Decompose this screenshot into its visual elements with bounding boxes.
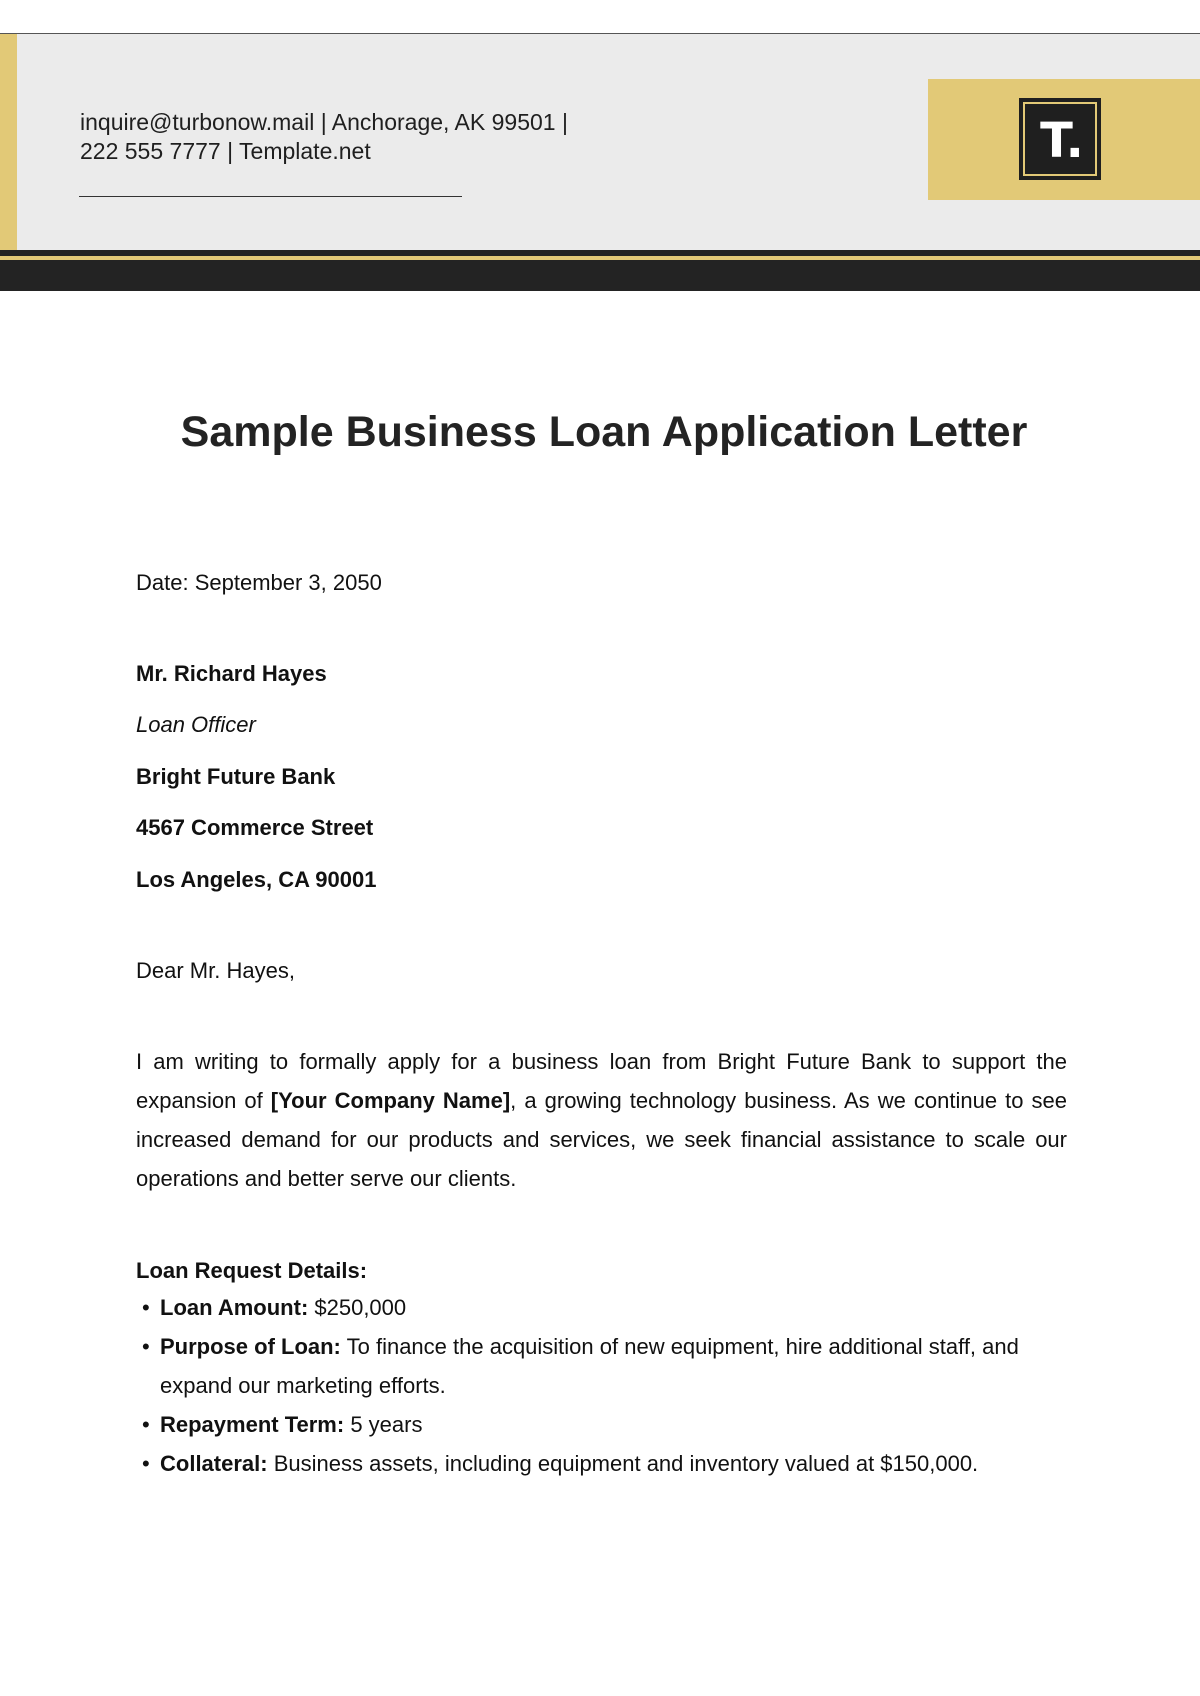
repayment-term-label: Repayment Term: [160, 1412, 345, 1437]
loan-amount-value: $250,000 [308, 1295, 407, 1320]
loan-details-list [136, 1288, 1067, 1483]
repayment-term-value: 5 years [344, 1412, 423, 1437]
recipient-bank: Bright Future Bank [136, 764, 336, 789]
recipient-street: 4567 Commerce Street [136, 815, 374, 840]
document-title: Sample Business Loan Application Letter [180, 408, 1028, 456]
header-band-dark-bottom [0, 260, 1200, 291]
collateral-label: Collateral: [160, 1451, 268, 1476]
company-logo [1019, 98, 1101, 180]
list-item [136, 1288, 1067, 1327]
salutation: Dear Mr. Hayes, [136, 958, 295, 983]
loan-details-heading: Loan Request Details: [136, 1258, 368, 1283]
contact-divider [79, 196, 462, 197]
logo-letter: T. [1040, 113, 1084, 169]
loan-purpose-value: To finance the acquisition of new equipment, hire additional staff, and expand our marketing efforts. [160, 1334, 1019, 1398]
list-item [136, 1327, 1067, 1405]
letterhead-left-accent [0, 34, 17, 250]
intro-text-before: I am writing to formally apply for a business loan from Bright Future Bank to support the expansion of [136, 1049, 1067, 1113]
list-item [136, 1405, 1067, 1444]
loan-purpose-label: Purpose of Loan: [160, 1334, 341, 1359]
letterhead-contact [80, 108, 568, 166]
intro-paragraph [136, 1042, 1067, 1198]
recipient-name: Mr. Richard Hayes [136, 661, 327, 686]
intro-text-after: , a growing technology business. As we continue to see increased demand for our products and services, we seek financial assistance to scale our operations and better serve our clients. [136, 1088, 1067, 1191]
list-item [136, 1444, 1067, 1483]
contact-line-2: 222 555 7777 | Template.net [80, 138, 371, 164]
loan-amount-label: Loan Amount: [160, 1295, 309, 1320]
collateral-value: Business assets, including equipment and inventory valued at $150,000. [267, 1451, 979, 1476]
company-name-placeholder: [Your Company Name] [270, 1088, 511, 1113]
recipient-role: Loan Officer [136, 712, 256, 737]
contact-line-1: inquire@turbonow.mail | Anchorage, AK 99501 | [80, 109, 568, 135]
letter-date: Date: September 3, 2050 [136, 570, 382, 595]
recipient-city: Los Angeles, CA 90001 [136, 867, 377, 892]
